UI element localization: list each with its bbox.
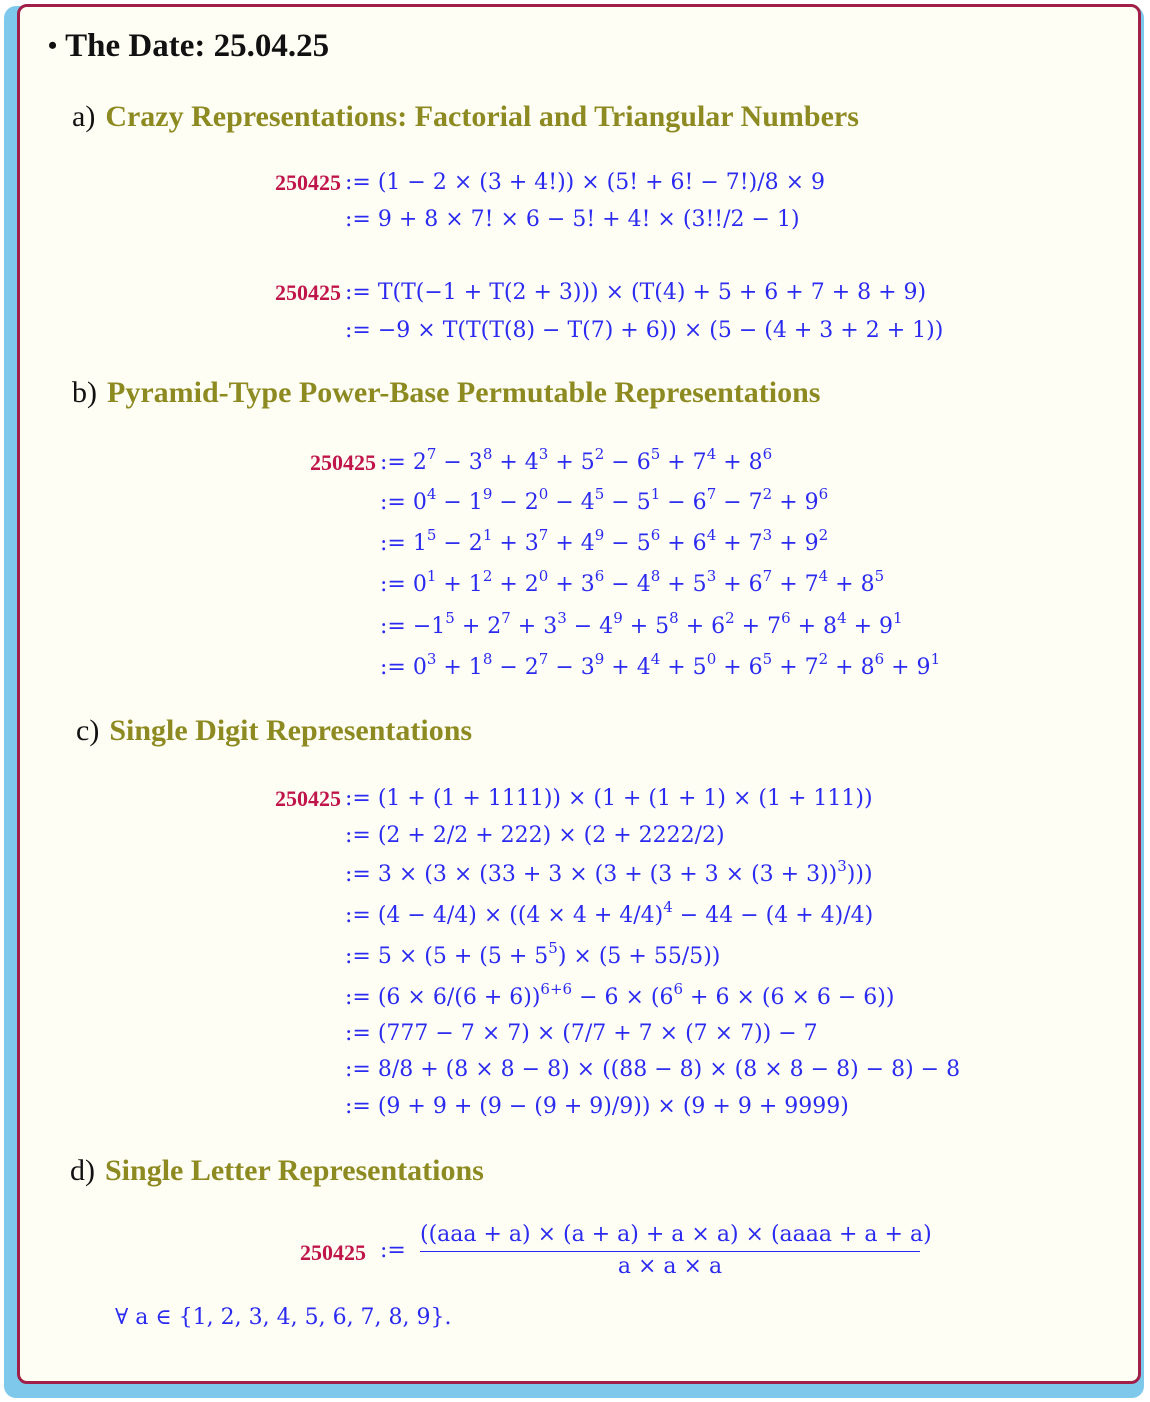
equation-row [380,567,885,597]
section-title-text: Crazy Representations: Factorial and Triangular Numbers [105,100,859,133]
bullet-icon: • [48,31,58,60]
equation-expression: := (9 + 9 + (9 − (9 + 9)/9)) × (9 + 9 + 9999) [345,1094,849,1119]
equation-row [345,1094,849,1119]
forall-statement: ∀ a ∈ {1, 2, 3, 4, 5, 6, 7, 8, 9}. [115,1305,452,1330]
fraction-denominator: a × a × a [617,1254,723,1279]
equation-expression: := (1 + (1 + 1111)) × (1 + (1 + 1) × (1 + 111)) [345,786,873,811]
section-label: d) [70,1154,95,1187]
equation-expression: := $2^7 - 3^8 + 4^3 + 5^2 - 6^5 + 7^4 + 8^6$ [380,445,773,475]
equation-row [345,1057,960,1082]
equation-expression: := (777 − 7 × 7) × (7/7 + 7 × (7 × 7)) − 7 [345,1021,818,1046]
equation-row [380,650,941,680]
equation-expression: := $0^1 + 1^2 + 2^0 + 3^6 - 4^8 + 5^3 + 6^7 + 7^4 + 8^5$ [380,567,885,597]
equation-expression: := T(T(−1 + T(2 + 3))) × (T(4) + 5 + 6 + 7 + 8 + 9) [345,280,927,305]
section-label: a) [72,100,96,133]
equation-row [275,280,927,305]
equation-expression: := (2 + 2/2 + 222) × (2 + 2222/2) [345,823,725,848]
date-number: 250425 [275,786,341,811]
equation-expression: := $(6 \times 6/(6 + 6))^{6+6} - 6 \times (6^6 + 6 \times (6 \times 6 - 6))$ [345,980,895,1010]
equation-row [345,857,873,887]
fraction [420,1222,932,1279]
section-c-title [76,714,472,748]
section-label: b) [72,376,97,409]
date-number: 250425 [275,280,341,305]
section-label: c) [76,714,100,747]
equation-expression: := $-1^5 + 2^7 + 3^3 - 4^9 + 5^8 + 6^2 + 7^6 + 8^4 + 9^1$ [380,609,903,639]
equation-row [275,170,826,195]
equation-row [310,445,773,475]
equation-row [345,898,874,928]
page-title-text: The Date: 25.04.25 [65,28,330,64]
equation-expression: := $5 \times (5 + (5 + 5^5) \times (5 + 55/5))$ [345,939,721,969]
equation-row [345,1021,818,1046]
section-title-text: Single Digit Representations [109,714,473,747]
equation-expression: := (1 − 2 × (3 + 4!)) × (5! + 6! − 7!)/8 × 9 [345,170,826,195]
equation-expression: := $1^5 - 2^1 + 3^7 + 4^9 - 5^6 + 6^4 + 7^3 + 9^2$ [380,526,829,556]
section-d-title [70,1154,484,1188]
equation-row [380,526,829,556]
equation-row [345,207,800,232]
equation-expression: := $(4 - 4/4) \times ((4 \times 4 + 4/4)^4 - 44 - (4 + 4)/4)$ [345,898,874,928]
equation-expression: := 8/8 + (8 × 8 − 8) × ((88 − 8) × (8 × 8 − 8) − 8) − 8 [345,1057,961,1082]
date-number: 250425 [310,450,376,475]
equation-row [380,609,903,639]
equation-expression: := $3 \times (3 \times (33 + 3 \times (3 + (3 + 3 \times (3 + 3))^3)))$ [345,857,873,887]
section-b-title [72,376,820,410]
page-title [48,28,329,65]
equation-row [380,485,829,515]
section-a-title [72,100,859,134]
equation-expression: := 9 + 8 × 7! × 6 − 5! + 4! × (3!!/2 − 1) [345,207,800,232]
fraction-numerator: ((aaa + a) × (a + a) + a × a) × (aaaa + a + a) [420,1222,920,1252]
equation-row [275,786,873,811]
equation-expression: := $0^4 - 1^9 - 2^0 - 4^5 - 5^1 - 6^7 - 7^2 + 9^6$ [380,485,829,515]
equation-row [345,939,721,969]
assign-operator: := [380,1238,406,1263]
equation-expression: := $0^3 + 1^8 - 2^7 - 3^9 + 4^4 + 5^0 + 6^5 + 7^2 + 8^6 + 9^1$ [380,650,941,680]
date-number: 250425 [300,1240,366,1265]
section-title-text: Pyramid-Type Power-Base Permutable Representations [107,376,821,409]
section-title-text: Single Letter Representations [105,1154,484,1187]
equation-row [345,823,725,848]
date-number: 250425 [275,170,341,195]
equation-row [345,980,895,1010]
equation-expression: := −9 × T(T(T(8) − T(7) + 6)) × (5 − (4 + 3 + 2 + 1)) [345,318,944,343]
equation-row [345,318,943,343]
